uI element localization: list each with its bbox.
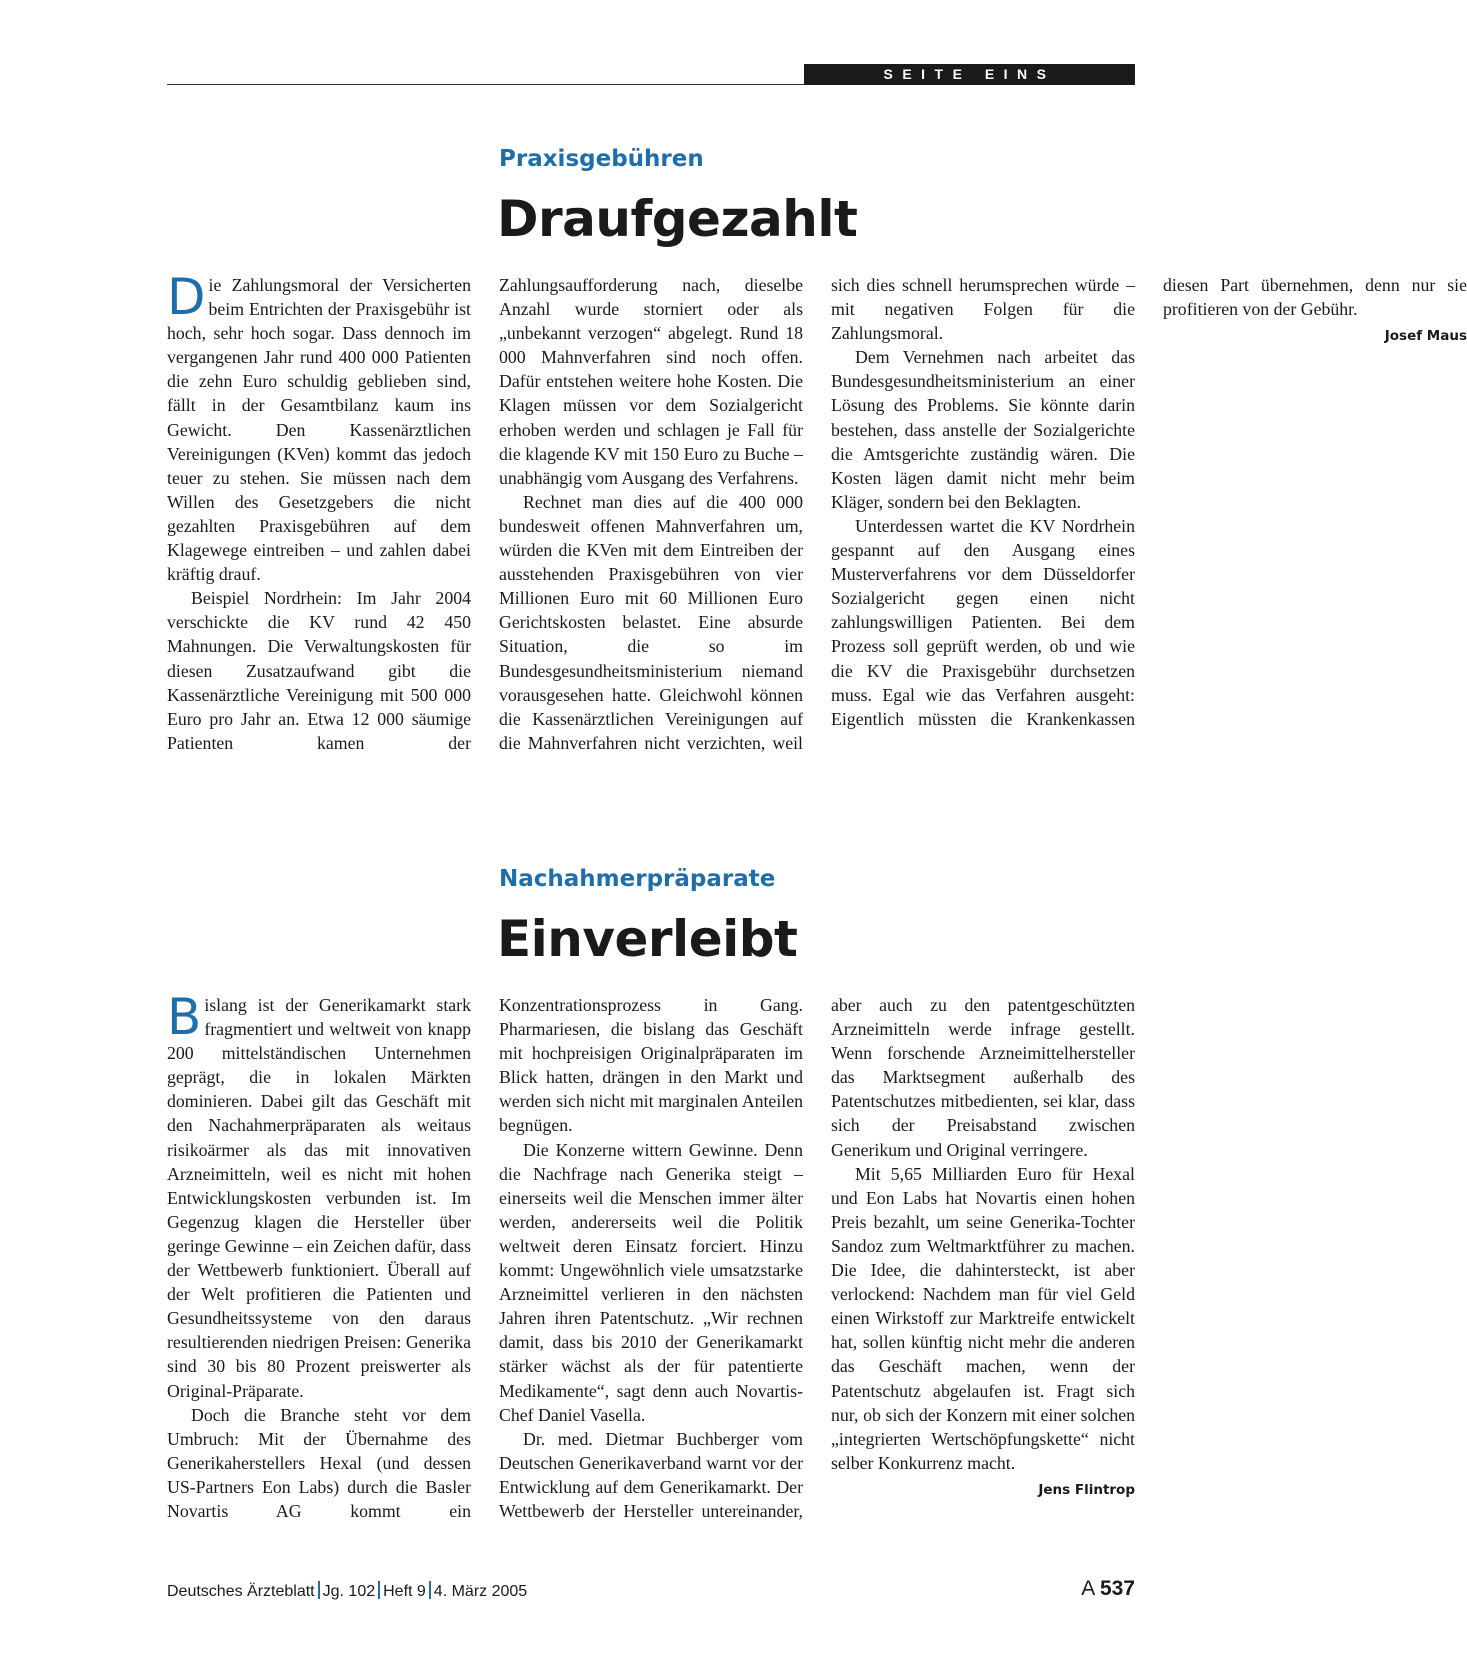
- article-body: [167, 268, 1467, 778]
- article-kicker: Nachahmerpräparate: [499, 866, 776, 892]
- journal-name: Deutsches Ärzteblatt: [167, 1583, 315, 1600]
- page-number: A 537: [1081, 1577, 1135, 1600]
- article-body: [167, 988, 1135, 1546]
- journal-date: 4. März 2005: [433, 1583, 528, 1600]
- journal-issue: Heft 9: [383, 1583, 426, 1600]
- body-paragraph: Unterdessen wartet die KV Nordrhein gespannt auf den Ausgang eines Musterverfahrens vor dem Düsseldorfer Sozialgericht gegen einen nicht zahlungswilligen Patienten. Bei dem Prozess soll geprüft werden, ob und wie die KV die Praxisgebühr durchsetzen muss. Egal wie das Verfahren ausgeht: Eigentlich müssten die Krankenkassen diesen Part übernehmen, denn nur sie profitieren von der Gebühr. Josef Maus: [831, 275, 1467, 729]
- article-headline: Draufgezahlt: [497, 190, 858, 248]
- article-headline: Einverleibt: [497, 910, 798, 968]
- page-footer: [167, 1577, 1135, 1603]
- body-paragraph: Mit 5,65 Milliarden Euro für Hexal und Eon Labs hat Novartis einen hohen Preis bezahlt, um seine Generika-Tochter Sandoz zum Weltmarktführer zu machen. Die Idee, die dahintersteckt, ist aber verlockend: Nachdem man für viel Geld einen Wirkstoff zur Marktreife entwickelt hat, sollen künftig nicht mehr die anderen das Geschäft machen, wenn der Patentschutz abgelaufen ist. Fragt sich nur, ob sich der Konzern mit einer solchen „integrierten Wertschöpfungskette“ nicht selber Konkurrenz macht. Jens Flintrop: [831, 1162, 1135, 1475]
- body-paragraph: Dr. med. Dietmar Buchberger vom Deutschen Generikaverband warnt vor der Entwicklung auf dem Generikamarkt. Der Wettbewerb der Hersteller untereinander, aber auch zu den patentgeschützten Arzneimitteln werde infrage gestellt. Wenn forschende Arzneimittelhersteller das Marktsegment außerhalb des Patentschutzes mitbedienten, sei klar, dass sich der Preisabstand zwischen Generikum und Original verringere.: [499, 995, 1135, 1521]
- footer-separator: [318, 1581, 320, 1599]
- author-byline: Josef Maus: [1384, 328, 1467, 345]
- body-paragraph: Doch die Branche steht vor dem Umbruch: Mit der Übernahme des Generikaherstellers Hexal (und dessen US-Partners Eon Labs) durch die Basler Novartis AG kommt ein Konzentrationsprozess in Gang. Pharmariesen, die bislang das Geschäft mit hochpreisigen Originalpräparaten im Blick hatten, drängen in den Markt und werden sich nicht mit marginalen Anteilen begnügen.: [167, 995, 803, 1521]
- section-tag: SEITE EINS: [804, 64, 1135, 85]
- body-paragraph: Bislang ist der Generikamarkt stark fragmentiert und weltweit von knapp 200 mittelständischen Unternehmen geprägt, die in lokalen Märkten dominieren. Dabei gilt das Geschäft mit den Nachahmerpräparaten als weitaus risikoärmer als das mit innovativen Arzneimitteln, weil es nicht mit hohen Entwicklungskosten verbunden ist. Im Gegenzug klagen die Hersteller über geringe Gewinne – ein Zeichen dafür, dass der Wettbewerb funktioniert. Überall auf der Welt profitieren die Patienten und Gesundheitssysteme von den daraus resultierenden niedrigen Preisen: Generika sind 30 bis 80 Prozent preiswerter als Original-Präparate.: [167, 988, 471, 1401]
- article-kicker: Praxisgebühren: [499, 146, 704, 172]
- body-paragraph: Die Konzerne wittern Gewinne. Denn die Nachfrage nach Generika steigt – einerseits weil die Menschen immer älter werden, andererseits weil die Politik weltweit deren Einsatz forciert. Hinzu kommt: Ungewöhnlich viele umsatzstarke Arzneimittel verlieren in den nächsten Jahren ihren Patentschutz. „Wir rechnen damit, dass bis 2010 der Generikamarkt stärker wächst als der für patentierte Medikamente“, sagt denn auch Novartis-Chef Daniel Vasella.: [499, 1139, 803, 1425]
- body-paragraph: Rechnet man dies auf die 400 000 bundesweit offenen Mahnverfahren um, würden die KVen mit dem Eintreiben der ausstehenden Praxisgebühren von vier Millionen Euro mit 60 Millionen Euro Gerichtskosten belastet. Eine absurde Situation, die so im Bundesgesundheitsministerium niemand vorausgesehen hatte. Gleichwohl können die Kassenärztlichen Vereinigungen auf die Mahnverfahren nicht verzichten, weil sich dies schnell herumsprechen würde – mit negativen Folgen für die Zahlungsmoral.: [499, 275, 1135, 753]
- body-paragraph: Dem Vernehmen nach arbeitet das Bundesgesundheitsministerium an einer Lösung des Problems. Sie könnte darin bestehen, dass anstelle der Sozialgerichte die Amtsgerichte zuständig wären. Die Kosten lägen damit nicht mehr beim Kläger, sondern bei den Beklagten.: [831, 347, 1135, 512]
- footer-citation: [167, 1581, 527, 1601]
- journal-volume: Jg. 102: [322, 1583, 376, 1600]
- drop-cap: B: [167, 988, 202, 1046]
- footer-separator: [378, 1581, 380, 1599]
- drop-cap: D: [167, 268, 206, 326]
- body-paragraph: Beispiel Nordrhein: Im Jahr 2004 verschickte die KV rund 42 450 Mahnungen. Die Verwaltungskosten für diesen Zusatzaufwand gibt die Kassenärztliche Vereinigung mit 500 000 Euro pro Jahr an. Etwa 12 000 säumige Patienten kamen der Zahlungsaufforderung nach, dieselbe Anzahl wurde storniert oder als „unbekannt verzogen“ abgelegt. Rund 18 000 Mahnverfahren sind noch offen. Dafür entstehen weitere hohe Kosten. Die Klagen müssen vor dem Sozialgericht erhoben werden und schlagen je Fall für die klagende KV mit 150 Euro zu Buche – unabhängig vom Ausgang des Verfahrens.: [167, 275, 803, 753]
- body-paragraph: Die Zahlungsmoral der Versicherten beim Entrichten der Praxisgebühr ist hoch, sehr hoch sogar. Dass dennoch im vergangenen Jahr rund 400 000 Patienten die zehn Euro schuldig geblieben sind, fällt in der Gesamtbilanz kaum ins Gewicht. Den Kassenärztlichen Vereinigungen (KVen) kommt das jedoch teuer zu stehen. Sie müssen nach dem Willen des Gesetzgebers die nicht gezahlten Praxisgebühren auf dem Klagewege eintreiben – und zahlen dabei kräftig drauf.: [167, 268, 471, 585]
- author-byline: Jens Flintrop: [1038, 1481, 1135, 1498]
- footer-separator: [429, 1581, 431, 1599]
